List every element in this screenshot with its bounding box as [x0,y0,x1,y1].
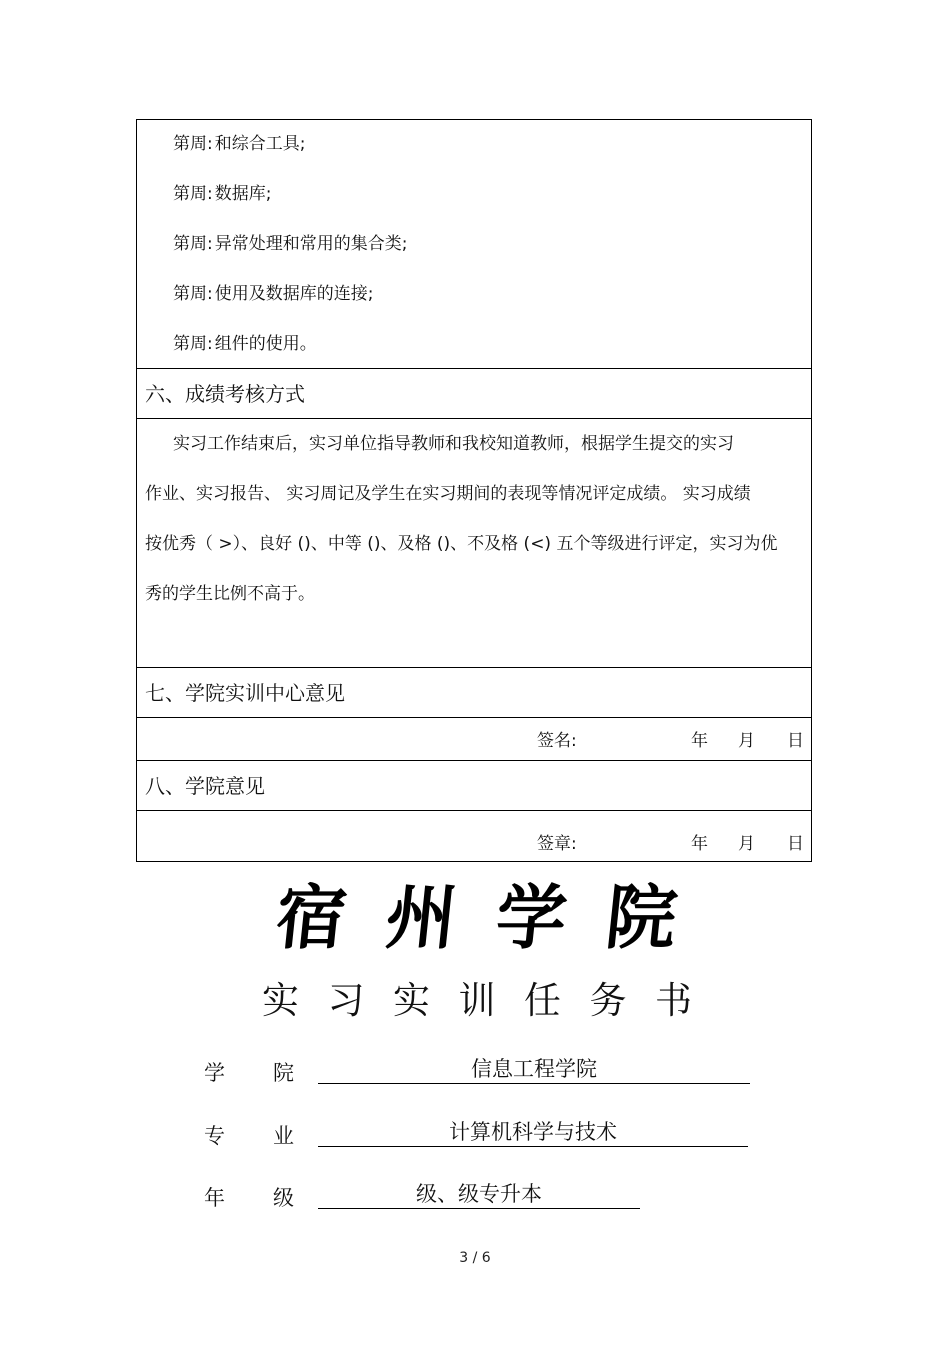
field-label [204,1120,294,1150]
logo-char: 学 [492,875,571,959]
week-prefix: 第周: [173,284,213,304]
week-line [173,332,319,356]
seal-label: 签章: [537,834,577,854]
week-text: 使用及数据库的连接; [214,284,374,304]
label-char: 专 [204,1124,225,1148]
page-number: 3 / 6 [459,1250,491,1266]
university-logo [258,872,696,959]
college-value: 信息工程学院 [318,1057,750,1084]
week-line [173,282,375,306]
weekly-schedule [137,120,811,369]
month-label: 月 [738,731,755,751]
grading-line: 实习工作结束后，实习单位指导教师和我校知道教师，根据学生提交的实习 [173,434,734,454]
year-label: 年 [691,731,708,751]
week-line [173,232,409,256]
title-char: 任 [524,979,561,1022]
grading-line: 秀的学生比例不高于。 [145,584,315,604]
field-label [204,1057,294,1087]
logo-char: 宿 [272,875,351,959]
section-7-heading: 七、学院实训中心意见 [137,668,811,718]
title-char: 务 [589,979,627,1022]
section-7-signature-row [137,718,811,761]
day-label: 日 [787,731,804,751]
month-label: 月 [738,834,755,854]
week-prefix: 第周: [173,184,213,204]
label-char: 学 [204,1061,225,1085]
signature-label: 签名: [537,731,577,751]
field-label [204,1182,294,1212]
major-value: 计算机科学与技术 [318,1120,748,1147]
day-label: 日 [787,834,804,854]
evaluation-table [136,119,812,862]
grade-value: 级、级专升本 [318,1182,640,1209]
title-char: 实 [262,979,299,1022]
week-prefix: 第周: [173,134,213,154]
week-text: 组件的使用。 [214,334,317,354]
title-char: 实 [393,979,430,1022]
label-char: 业 [273,1124,294,1148]
logo-char: 州 [382,875,461,959]
week-text: 数据库; [214,184,272,204]
year-label: 年 [691,834,708,854]
section-8-heading: 八、学院意见 [137,761,811,811]
section-8-seal-row [137,811,811,861]
title-char: 书 [655,979,692,1022]
label-char: 年 [204,1186,225,1210]
grading-line: 作业、实习报告、 实习周记及学生在实习期间的表现等情况评定成绩。 实习成绩 [145,484,751,504]
week-prefix: 第周: [173,334,213,354]
week-prefix: 第周: [173,234,213,254]
week-text: 和综合工具; [214,134,306,154]
label-char: 院 [273,1061,294,1085]
week-line [173,132,307,156]
title-char: 训 [458,979,496,1022]
grading-description [137,419,811,668]
document-title [262,975,692,1027]
label-char: 级 [273,1186,294,1210]
title-char: 习 [327,979,365,1022]
week-line [173,182,273,206]
logo-char: 院 [602,875,681,959]
section-6-heading: 六、成绩考核方式 [137,369,811,419]
week-text: 异常处理和常用的集合类; [214,234,408,254]
grading-line: 按优秀（ >）、良好 ()、中等 ()、及格 ()、不及格 (<) 五个等级进行评定，实习为优 [145,534,778,554]
